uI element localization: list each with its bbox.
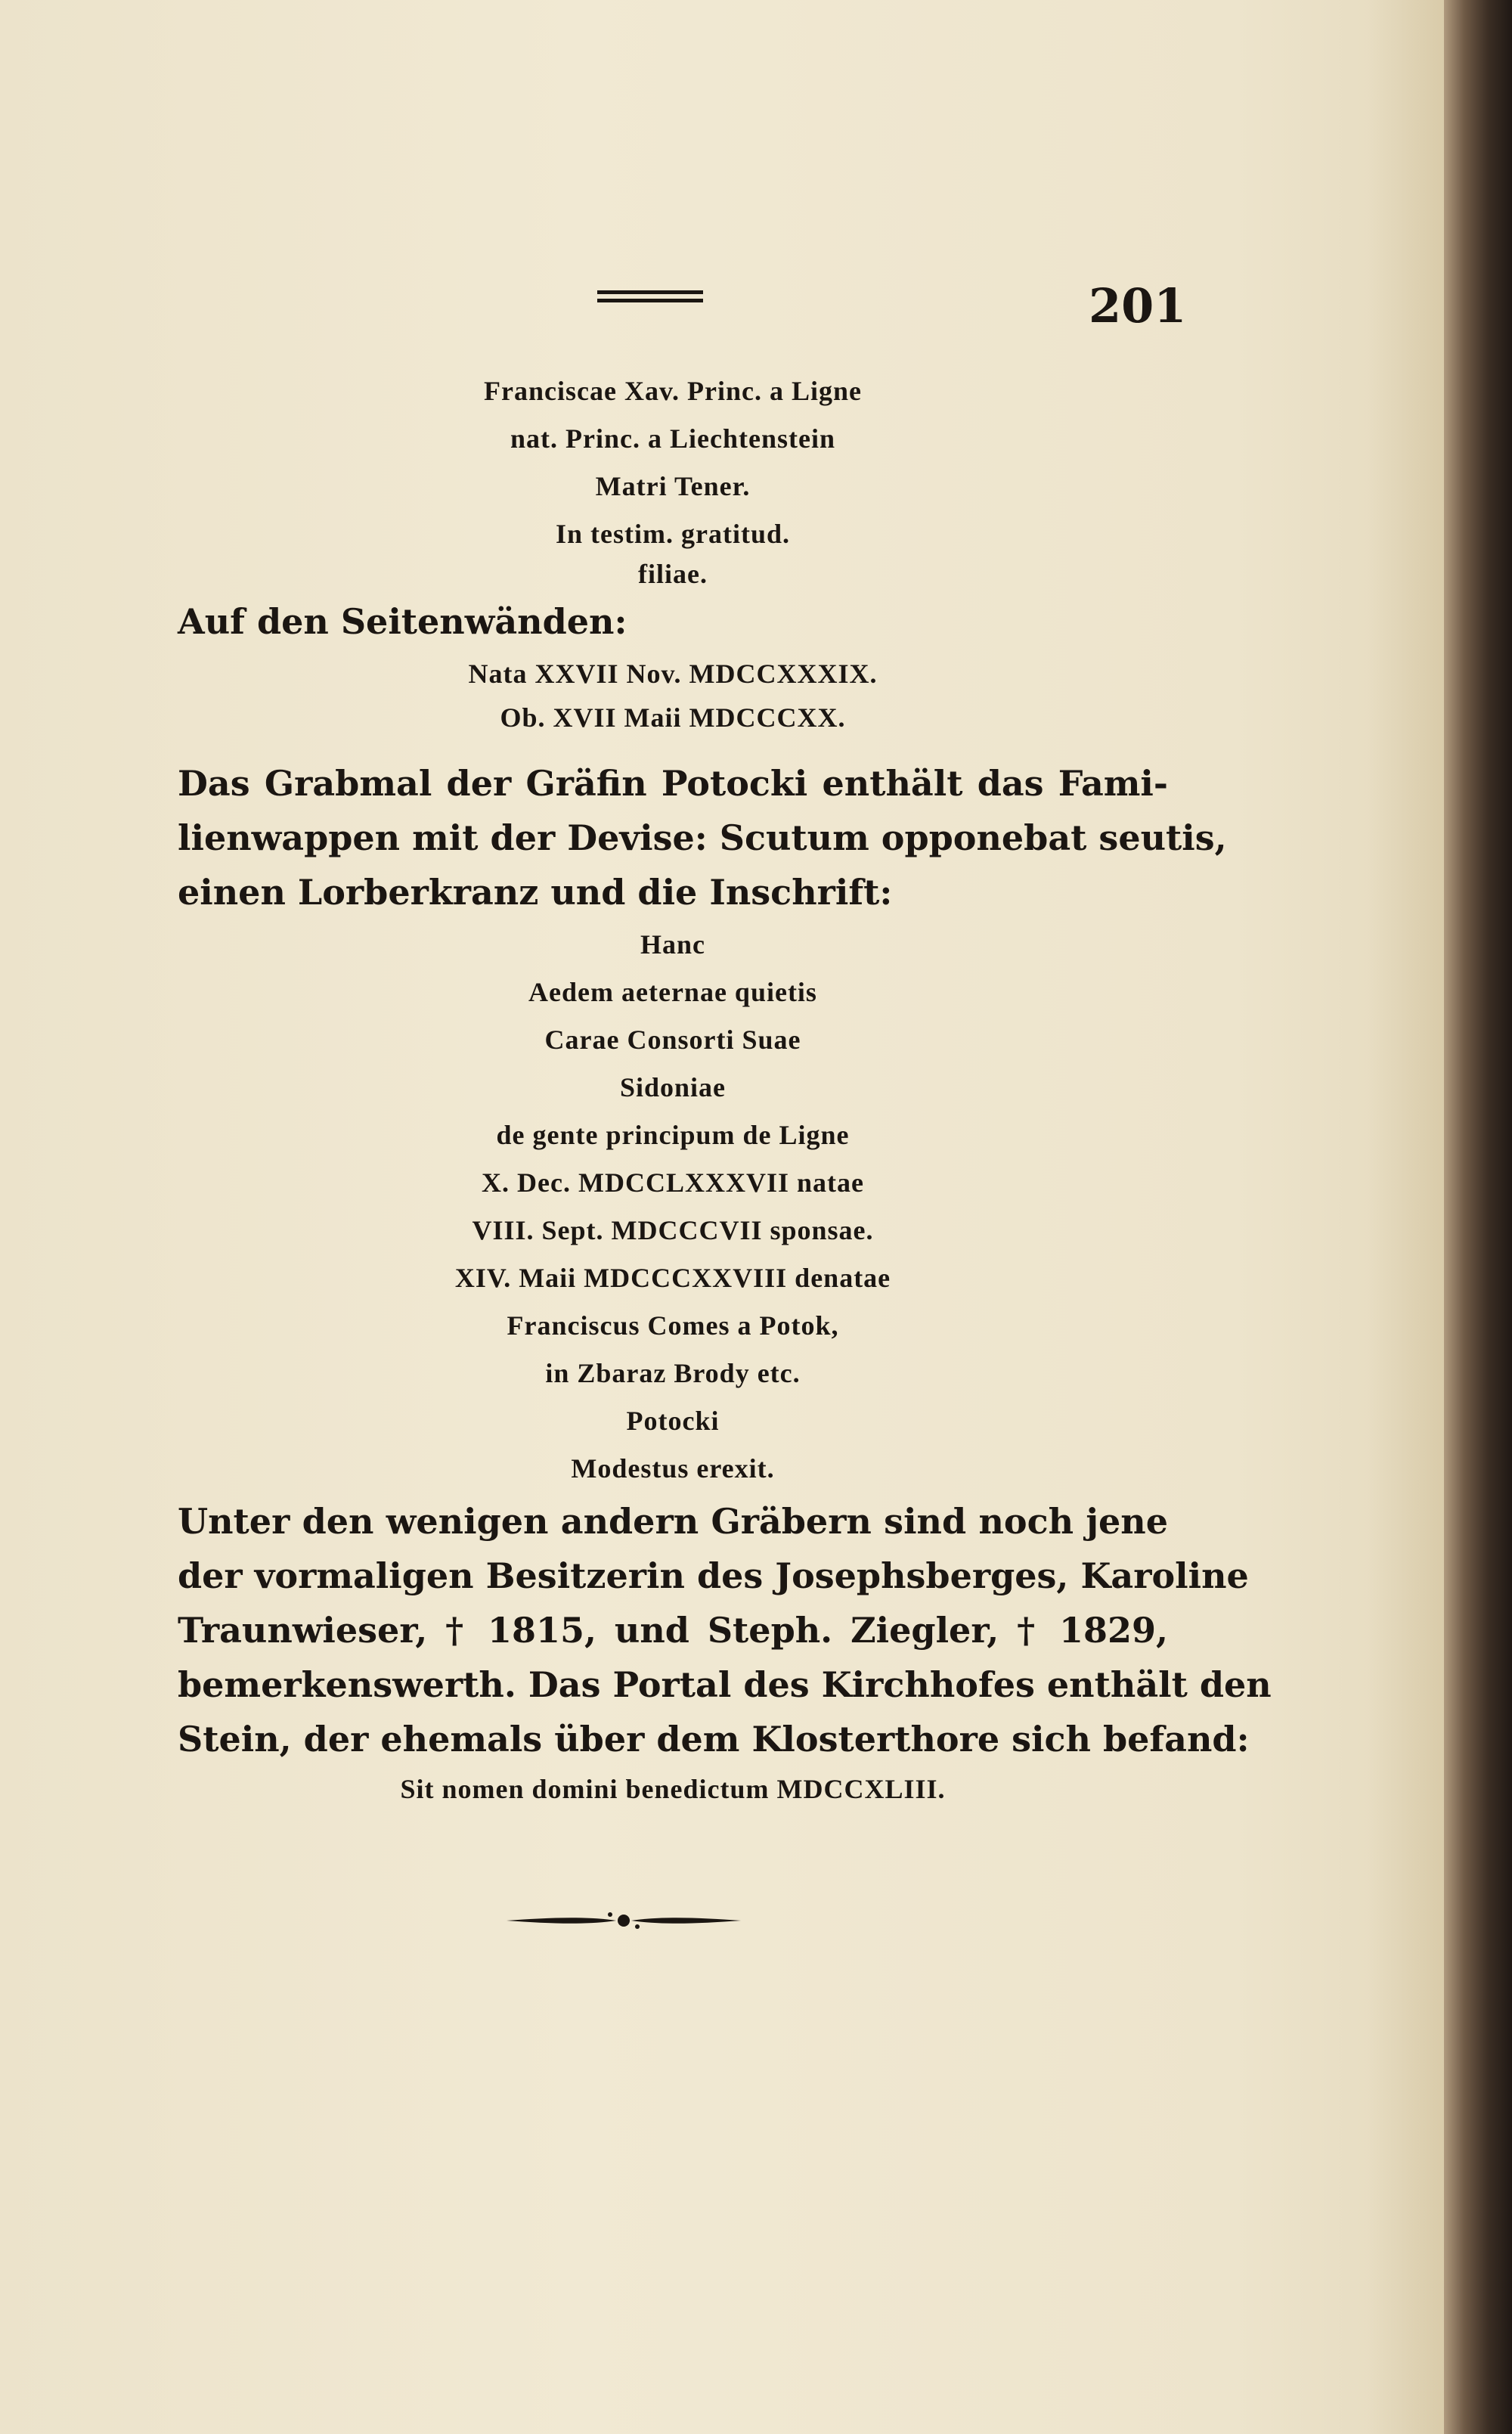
closing-inscription bbox=[178, 1766, 1168, 1813]
closing-line: Sit nomen domini benedictum MDCCXLIII. bbox=[400, 1774, 946, 1804]
inscription-line: Franciscus Comes a Potok, bbox=[507, 1310, 839, 1341]
side-wall-line: Ob. XVII Maii MDCCCXX. bbox=[500, 702, 846, 733]
side-wall-line: Nata XXVII Nov. MDCCXXXIX. bbox=[468, 659, 878, 689]
paragraph-line: Unter den wenigen andern Gräbern sind noch jene bbox=[178, 1501, 1168, 1542]
inscription-line: X. Dec. MDCCLXXXVII natae bbox=[482, 1167, 864, 1198]
header-rule-top bbox=[597, 290, 703, 294]
inscription-line: Potocki bbox=[626, 1406, 720, 1436]
book-spine-edge bbox=[1444, 0, 1512, 2434]
dedication-block bbox=[178, 367, 1168, 590]
dedication-line: Matri Tener. bbox=[595, 471, 751, 501]
inscription-line: VIII. Sept. MDCCCVII sponsae. bbox=[472, 1215, 874, 1245]
dedication-line: filiae. bbox=[638, 559, 708, 589]
side-wall-inscription bbox=[178, 652, 1168, 740]
inscription-line: in Zbaraz Brody etc. bbox=[545, 1358, 801, 1388]
side-walls-heading bbox=[178, 594, 1168, 649]
inscription-line: Hanc bbox=[640, 929, 705, 960]
paragraph-line: Das Grabmal der Gräfin Potocki enthält das Fami- bbox=[178, 763, 1168, 804]
paragraph-line: Stein, der ehemals über dem Klosterthore sich befand: bbox=[178, 1719, 1250, 1760]
paragraph-line: bemerkenswerth. Das Portal des Kirchhofes enthält den bbox=[178, 1664, 1272, 1705]
heading-text: Auf den Seitenwänden: bbox=[178, 601, 627, 642]
dedication-line: nat. Princ. a Liechtenstein bbox=[510, 423, 835, 454]
inscription-line: Carae Consorti Suae bbox=[544, 1025, 801, 1055]
paragraph-line: Traunwieser, † 1815, und Steph. Ziegler, † 1829, bbox=[178, 1610, 1168, 1651]
dedication-line: Franciscae Xav. Princ. a Ligne bbox=[484, 376, 862, 406]
inscription-line: XIV. Maii MDCCCXXVIII denatae bbox=[454, 1263, 891, 1293]
paragraph-line: der vormaligen Besitzerin des Josephsberges, Karoline bbox=[178, 1555, 1249, 1596]
inscription-line: Sidoniae bbox=[619, 1072, 727, 1102]
inscription-block bbox=[178, 921, 1168, 1493]
paragraph-graves bbox=[178, 1494, 1272, 1766]
inscription-line: Modestus erexit. bbox=[571, 1453, 775, 1484]
decorative-ornament-icon bbox=[503, 1905, 745, 1936]
inscription-line: Aedem aeternae quietis bbox=[528, 977, 817, 1007]
paragraph-line: lienwappen mit der Devise: Scutum opponebat seutis, bbox=[178, 817, 1227, 858]
dedication-line: In testim. gratitud. bbox=[556, 519, 790, 549]
header-rule-bottom bbox=[597, 299, 703, 302]
paragraph-grabmal bbox=[178, 756, 1227, 919]
page-edge-stain bbox=[1368, 0, 1452, 2434]
page-number: 201 bbox=[1089, 278, 1187, 333]
paragraph-line: einen Lorberkranz und die Inschrift: bbox=[178, 872, 893, 913]
inscription-line: de gente principum de Ligne bbox=[496, 1120, 850, 1150]
